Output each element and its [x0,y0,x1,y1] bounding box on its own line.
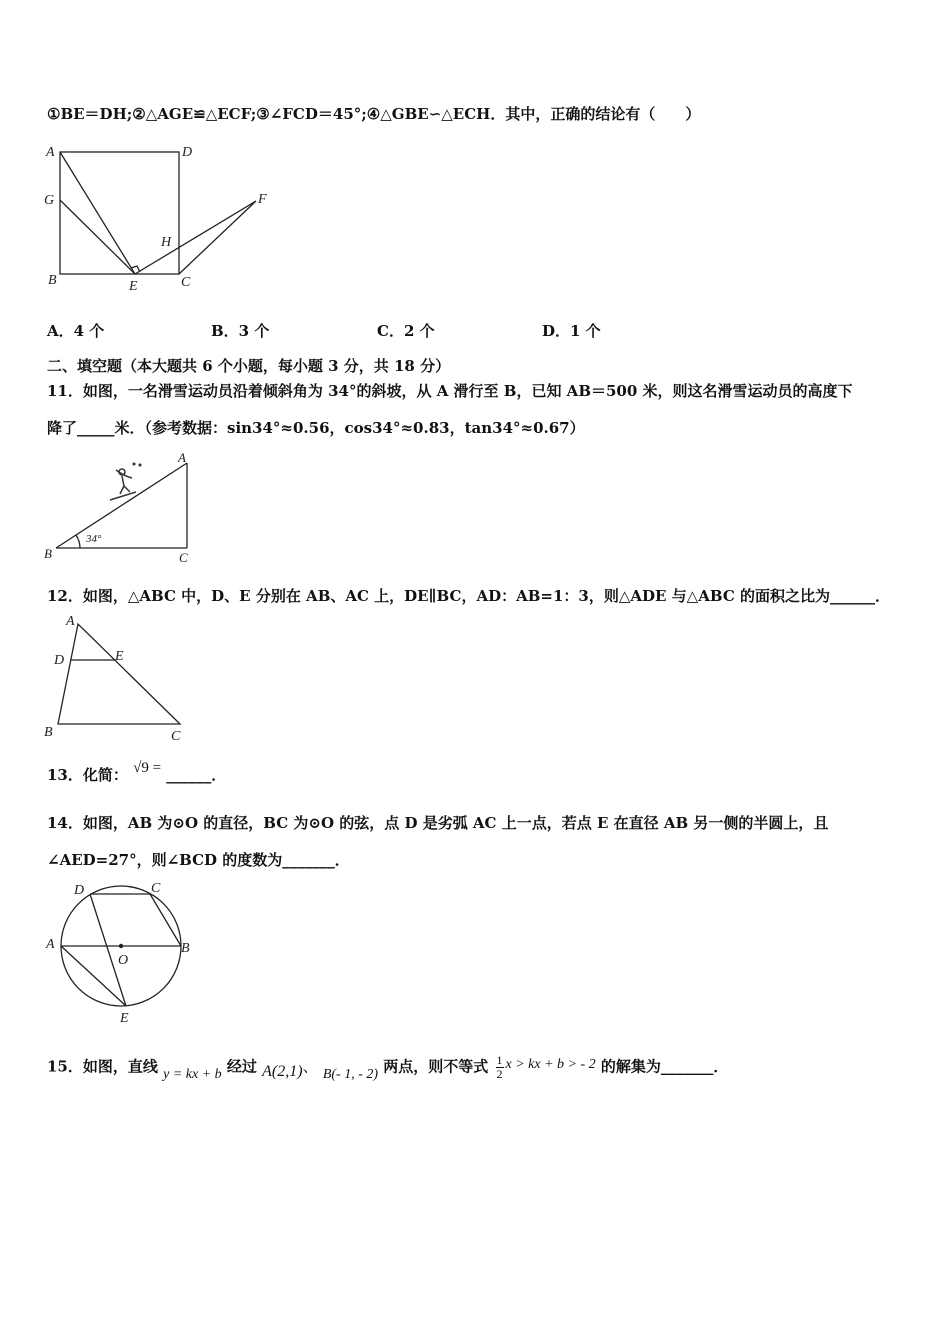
option-c: C．2 个 [377,322,435,340]
q14-figure [40,876,200,1028]
label-e: E [115,649,124,664]
segment-ge [60,200,135,274]
q10-statements: ①BE＝DH;②△AGE≌△ECF;③∠FCD＝45°;④△GBE∽△ECH．其中，正确的结论有（ ） [47,105,701,123]
label-b: B [48,273,57,288]
label-b: B [181,941,190,956]
q13-line [47,760,227,785]
label-b: B [44,546,52,561]
q14-line2: ∠AED=27°，则∠BCD 的度数为_______． [47,851,350,869]
square-abcd [60,152,179,274]
q10-figure [40,140,280,295]
q15-line-eq: y = kx + b [163,1066,222,1082]
q11-line2: 降了_____米．（参考数据：sin34°≈0.56，cos34°≈0.83，tan34°≈0.67） [47,419,585,437]
q13-radical: √9 = [133,760,162,776]
q15-suffix: 的解集为_______． [600,1057,729,1076]
segment-cf [179,201,256,274]
label-a: A [66,614,75,629]
q13-blank: ______． [166,766,227,784]
option-d: D．1 个 [542,322,601,340]
label-d: D [54,653,65,668]
q15-point-b: B(- 1, - 2) [322,1066,379,1082]
section-heading: 二、填空题（本大题共 6 个小题，每小题 3 分，共 18 分） [47,357,451,375]
triangle-abc [58,624,180,724]
skier-icon [110,463,141,500]
q15-line [47,1054,728,1081]
label-o: O [118,953,129,968]
label-h: H [161,235,172,250]
chord-bc [150,894,181,946]
option-b: B．3 个 [211,322,270,340]
segment-ef [135,201,256,274]
q15-inequality: x > kx + b > - 2 [505,1056,596,1072]
label-f: F [258,192,267,207]
label-d: D [182,145,193,160]
q12-figure [40,612,200,744]
label-d: D [74,883,85,898]
q15-sep: 、 [302,1059,318,1076]
label-c: C [171,729,181,744]
q15-fraction [496,1054,504,1081]
label-c: C [181,275,191,290]
label-c: C [151,881,161,896]
option-a: A．4 个 [47,322,105,340]
q15-mid1: 经过 [226,1057,257,1076]
label-a: A [46,145,55,160]
label-c: C [179,550,188,565]
center-dot [119,944,123,948]
label-g: G [44,193,55,208]
segment-ae [60,152,135,274]
q12-text: 12．如图，△ABC 中，D、E 分别在 AB、AC 上，DE∥BC，AD：AB=1：3，则△ADE 与△ABC 的面积之比为______． [47,587,890,605]
angle-arc [76,535,80,548]
label-a: A [46,937,55,952]
q14-line1: 14．如图，AB 为⊙O 的直径，BC 为⊙O 的弦，点 D 是劣弧 AC 上一点，若点 E 在直径 AB 另一侧的半圆上，且 [47,814,829,832]
label-e: E [120,1011,129,1026]
q15-mid2: 两点，则不等式 [383,1057,489,1076]
q11-line1: 11．如图，一名滑雪运动员沿着倾斜角为 34°的斜坡，从 A 滑行至 B，已知 AB＝500 米，则这名滑雪运动员的高度下 [47,382,853,400]
label-b: B [44,725,53,740]
label-a: A [178,450,186,465]
q15-frac-num: 1 [496,1053,503,1067]
q15-frac-den: 2 [496,1067,503,1081]
angle-label: 34° [86,533,102,545]
q13-prefix: 13．化简： [47,766,128,784]
q11-figure [40,448,200,566]
q15-prefix: 15．如图，直线 [47,1057,158,1076]
label-e: E [129,279,138,294]
q15-point-a: A(2,1) [262,1062,303,1080]
